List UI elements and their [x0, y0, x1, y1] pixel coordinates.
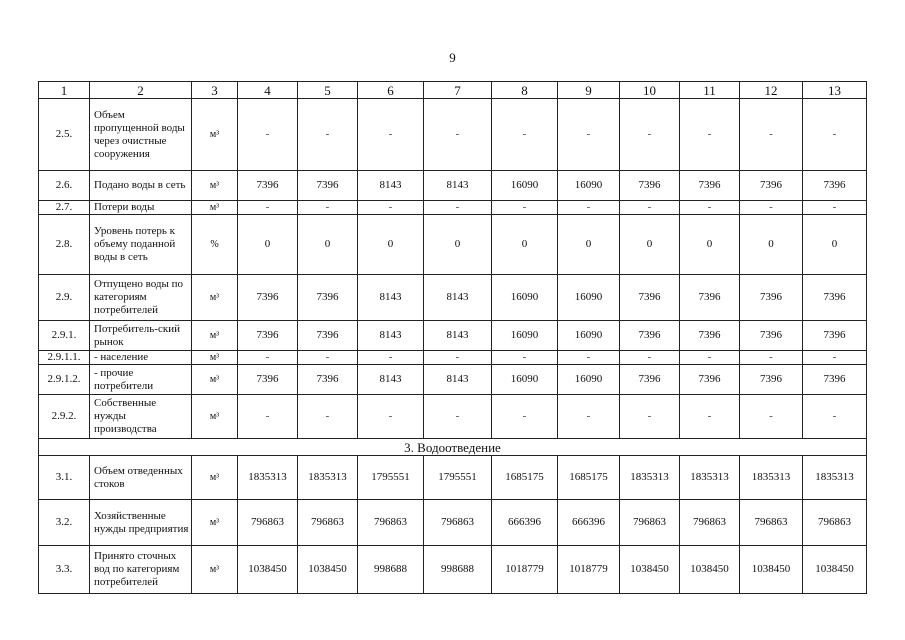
header-cell: 4: [238, 82, 298, 99]
value-cell: -: [680, 395, 740, 439]
header-cell: 11: [680, 82, 740, 99]
value-cell: 998688: [424, 546, 492, 594]
table-row: [39, 201, 867, 215]
table-row: [39, 500, 867, 546]
value-cell: 8143: [424, 365, 492, 395]
row-name: Собственные нужды производства: [90, 395, 192, 439]
value-cell: -: [620, 201, 680, 215]
value-cell: 0: [298, 215, 358, 275]
row-number: 2.6.: [39, 171, 90, 201]
value-cell: 8143: [358, 171, 424, 201]
section-row: [39, 439, 867, 456]
value-cell: -: [740, 99, 803, 171]
header-cell: 8: [492, 82, 558, 99]
value-cell: 1835313: [620, 456, 680, 500]
row-name: Потери воды: [90, 201, 192, 215]
header-cell: 1: [39, 82, 90, 99]
value-cell: -: [558, 395, 620, 439]
row-number: 2.8.: [39, 215, 90, 275]
value-cell: -: [298, 201, 358, 215]
value-cell: 7396: [803, 321, 867, 351]
value-cell: -: [298, 351, 358, 365]
value-cell: 16090: [558, 171, 620, 201]
row-name: Подано воды в сеть: [90, 171, 192, 201]
table-row: [39, 99, 867, 171]
value-cell: 7396: [238, 275, 298, 321]
value-cell: -: [803, 351, 867, 365]
value-cell: 7396: [803, 365, 867, 395]
value-cell: 1018779: [492, 546, 558, 594]
value-cell: 7396: [680, 171, 740, 201]
value-cell: 796863: [740, 500, 803, 546]
value-cell: 1038450: [740, 546, 803, 594]
value-cell: 1795551: [358, 456, 424, 500]
row-unit: м³: [192, 456, 238, 500]
row-number: 2.5.: [39, 99, 90, 171]
value-cell: 8143: [358, 365, 424, 395]
value-cell: 16090: [558, 275, 620, 321]
value-cell: 7396: [803, 275, 867, 321]
value-cell: -: [298, 395, 358, 439]
value-cell: 1835313: [238, 456, 298, 500]
value-cell: -: [358, 395, 424, 439]
table-row: [39, 321, 867, 351]
value-cell: 0: [558, 215, 620, 275]
row-name: - население: [90, 351, 192, 365]
row-number: 3.1.: [39, 456, 90, 500]
value-cell: -: [238, 395, 298, 439]
row-number: 2.9.1.1.: [39, 351, 90, 365]
value-cell: 7396: [298, 365, 358, 395]
value-cell: 8143: [424, 321, 492, 351]
value-cell: 16090: [492, 171, 558, 201]
row-number: 2.9.1.2.: [39, 365, 90, 395]
value-cell: 16090: [558, 321, 620, 351]
value-cell: -: [740, 395, 803, 439]
value-cell: 7396: [740, 171, 803, 201]
value-cell: -: [803, 201, 867, 215]
value-cell: 1038450: [620, 546, 680, 594]
value-cell: -: [558, 351, 620, 365]
header-cell: 2: [90, 82, 192, 99]
row-unit: м³: [192, 201, 238, 215]
row-unit: м³: [192, 171, 238, 201]
value-cell: -: [680, 201, 740, 215]
row-name: Уровень потерь к объему поданной воды в сеть: [90, 215, 192, 275]
value-cell: 0: [803, 215, 867, 275]
value-cell: -: [492, 99, 558, 171]
row-name: Потребитель-ский рынок: [90, 321, 192, 351]
table-row: [39, 395, 867, 439]
table-row: [39, 171, 867, 201]
header-cell: 6: [358, 82, 424, 99]
value-cell: -: [803, 99, 867, 171]
row-unit: м³: [192, 275, 238, 321]
value-cell: -: [238, 99, 298, 171]
row-name: Хозяйственные нужды предприятия: [90, 500, 192, 546]
value-cell: -: [424, 395, 492, 439]
value-cell: 7396: [620, 365, 680, 395]
value-cell: 7396: [803, 171, 867, 201]
value-cell: 7396: [620, 321, 680, 351]
value-cell: 16090: [558, 365, 620, 395]
value-cell: -: [803, 395, 867, 439]
header-cell: 9: [558, 82, 620, 99]
value-cell: 1795551: [424, 456, 492, 500]
value-cell: 1835313: [740, 456, 803, 500]
value-cell: -: [740, 351, 803, 365]
row-unit: м³: [192, 395, 238, 439]
value-cell: 7396: [740, 321, 803, 351]
data-table: [38, 81, 867, 594]
value-cell: 7396: [680, 275, 740, 321]
value-cell: 16090: [492, 275, 558, 321]
value-cell: -: [358, 351, 424, 365]
table-row: [39, 275, 867, 321]
row-unit: м³: [192, 500, 238, 546]
value-cell: -: [680, 351, 740, 365]
value-cell: 796863: [620, 500, 680, 546]
value-cell: 1038450: [803, 546, 867, 594]
table-row: [39, 546, 867, 594]
value-cell: 7396: [298, 275, 358, 321]
value-cell: 796863: [680, 500, 740, 546]
value-cell: 7396: [238, 321, 298, 351]
value-cell: 7396: [298, 321, 358, 351]
row-unit: м³: [192, 321, 238, 351]
value-cell: 7396: [680, 365, 740, 395]
value-cell: -: [492, 201, 558, 215]
header-cell: 3: [192, 82, 238, 99]
value-cell: -: [620, 395, 680, 439]
row-number: 2.9.2.: [39, 395, 90, 439]
table-row: [39, 215, 867, 275]
value-cell: -: [358, 99, 424, 171]
value-cell: 16090: [492, 365, 558, 395]
value-cell: -: [558, 201, 620, 215]
value-cell: 666396: [492, 500, 558, 546]
value-cell: 796863: [358, 500, 424, 546]
value-cell: -: [424, 201, 492, 215]
value-cell: 0: [238, 215, 298, 275]
header-cell: 13: [803, 82, 867, 99]
header-cell: 7: [424, 82, 492, 99]
row-name: Принято сточных вод по категориям потребителей: [90, 546, 192, 594]
value-cell: -: [358, 201, 424, 215]
row-name: Отпущено воды по категориям потребителей: [90, 275, 192, 321]
value-cell: 7396: [298, 171, 358, 201]
value-cell: 1685175: [558, 456, 620, 500]
value-cell: 998688: [358, 546, 424, 594]
value-cell: 7396: [238, 171, 298, 201]
row-number: 2.7.: [39, 201, 90, 215]
value-cell: 0: [492, 215, 558, 275]
row-name: Объем отведенных стоков: [90, 456, 192, 500]
value-cell: -: [620, 351, 680, 365]
value-cell: -: [680, 99, 740, 171]
header-cell: 12: [740, 82, 803, 99]
value-cell: -: [424, 351, 492, 365]
row-unit: м³: [192, 365, 238, 395]
value-cell: -: [298, 99, 358, 171]
value-cell: 8143: [358, 275, 424, 321]
value-cell: 796863: [238, 500, 298, 546]
value-cell: 796863: [424, 500, 492, 546]
row-unit: %: [192, 215, 238, 275]
value-cell: -: [238, 201, 298, 215]
value-cell: 1038450: [298, 546, 358, 594]
table-row: [39, 456, 867, 500]
row-unit: м³: [192, 546, 238, 594]
value-cell: 7396: [620, 275, 680, 321]
row-number: 3.2.: [39, 500, 90, 546]
value-cell: 8143: [424, 275, 492, 321]
row-number: 2.9.1.: [39, 321, 90, 351]
value-cell: 0: [680, 215, 740, 275]
value-cell: 796863: [298, 500, 358, 546]
row-name: Объем пропущенной воды через очистные сооружения: [90, 99, 192, 171]
page-number: 9: [449, 50, 456, 65]
value-cell: 1835313: [680, 456, 740, 500]
value-cell: 1685175: [492, 456, 558, 500]
value-cell: -: [740, 201, 803, 215]
value-cell: 7396: [680, 321, 740, 351]
value-cell: 7396: [740, 275, 803, 321]
value-cell: -: [238, 351, 298, 365]
row-number: 3.3.: [39, 546, 90, 594]
value-cell: 0: [424, 215, 492, 275]
value-cell: 1835313: [298, 456, 358, 500]
value-cell: 796863: [803, 500, 867, 546]
header-cell: 5: [298, 82, 358, 99]
value-cell: -: [424, 99, 492, 171]
value-cell: -: [620, 99, 680, 171]
value-cell: 0: [620, 215, 680, 275]
value-cell: 7396: [238, 365, 298, 395]
header-cell: 10: [620, 82, 680, 99]
section-title: 3. Водоотведение: [39, 439, 867, 456]
value-cell: -: [558, 99, 620, 171]
value-cell: -: [492, 351, 558, 365]
value-cell: 666396: [558, 500, 620, 546]
header-row: [39, 82, 867, 99]
row-number: 2.9.: [39, 275, 90, 321]
value-cell: 16090: [492, 321, 558, 351]
value-cell: 7396: [740, 365, 803, 395]
table-row: [39, 351, 867, 365]
value-cell: 1835313: [803, 456, 867, 500]
row-unit: м³: [192, 99, 238, 171]
table-row: [39, 365, 867, 395]
value-cell: 7396: [620, 171, 680, 201]
value-cell: 8143: [424, 171, 492, 201]
value-cell: 8143: [358, 321, 424, 351]
value-cell: 0: [358, 215, 424, 275]
value-cell: 1038450: [680, 546, 740, 594]
row-unit: м³: [192, 351, 238, 365]
value-cell: 0: [740, 215, 803, 275]
value-cell: -: [492, 395, 558, 439]
value-cell: 1038450: [238, 546, 298, 594]
row-name: - прочие потребители: [90, 365, 192, 395]
value-cell: 1018779: [558, 546, 620, 594]
